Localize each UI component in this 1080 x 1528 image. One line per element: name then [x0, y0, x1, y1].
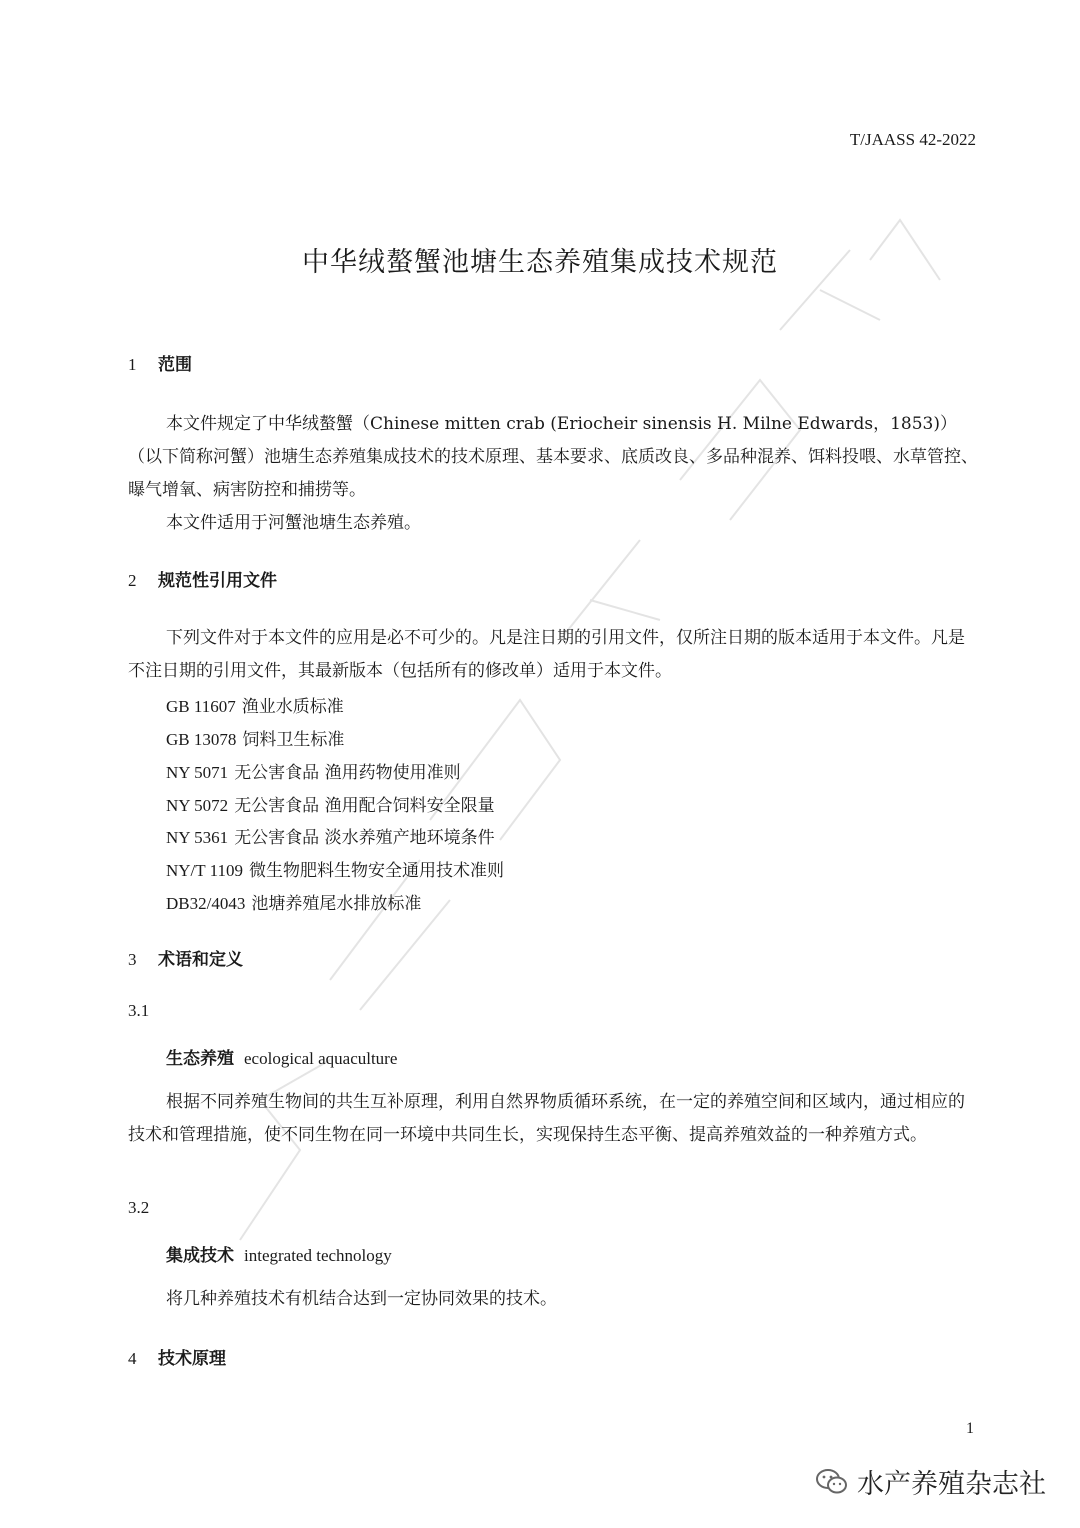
standard-code: T/JAASS 42-2022	[849, 130, 976, 149]
document-title: 中华绒螯蟹池塘生态养殖集成技术规范	[302, 247, 778, 278]
reference-name: 无公害食品 渔用配合饲料安全限量	[234, 796, 495, 816]
section-number: 2	[128, 571, 137, 590]
reference-code: NY 5072	[166, 796, 229, 815]
reference-name: 无公害食品 渔用药物使用准则	[234, 763, 461, 783]
term-en: integrated technology	[244, 1246, 392, 1265]
reference-code: NY 5361	[166, 828, 229, 847]
section-2-heading	[128, 566, 277, 591]
term-en: ecological aquaculture	[244, 1049, 398, 1068]
reference-item	[166, 791, 495, 816]
wechat-icon	[815, 1467, 849, 1497]
section-1-heading	[128, 350, 192, 375]
term-zh: 集成技术	[166, 1246, 234, 1266]
reference-code: NY/T 1109	[166, 861, 243, 880]
reference-item	[166, 725, 344, 750]
term-entry	[166, 1044, 397, 1069]
reference-code: DB32/4043	[166, 894, 246, 913]
section-number: 3	[128, 950, 137, 969]
term-zh: 生态养殖	[166, 1049, 234, 1069]
reference-item	[166, 889, 421, 914]
page-number: 1	[966, 1420, 974, 1437]
section-2-paragraph: 下列文件对于本文件的应用是必不可少的。凡是注日期的引用文件，仅所注日期的版本适用于本文件。凡是不注日期的引用文件，其最新版本（包括所有的修改单）适用于本文件。	[128, 628, 965, 681]
footer-account[interactable]	[815, 1462, 1046, 1501]
reference-code: GB 13078	[166, 730, 237, 749]
term-definition: 将几种养殖技术有机结合达到一定协同效果的技术。	[166, 1289, 557, 1309]
section-1-scope-paragraph: 本文件适用于河蟹池塘生态养殖。	[166, 513, 421, 533]
section-3-heading	[128, 945, 243, 970]
section-number: 4	[128, 1349, 137, 1368]
reference-item	[166, 823, 495, 848]
reference-name: 饲料卫生标准	[242, 730, 345, 750]
term-entry	[166, 1241, 392, 1266]
reference-name: 微生物肥料生物安全通用技术准则	[248, 861, 504, 881]
section-title: 范围	[158, 355, 192, 375]
reference-name: 无公害食品 淡水养殖产地环境条件	[234, 828, 495, 848]
term-definition: 根据不同养殖生物间的共生互补原理，利用自然界物质循环系统，在一定的养殖空间和区域内，通过相应的技术和管理措施，使不同生物在同一环境中共同生长，实现保持生态平衡、提高养殖效益的一种养殖方式。	[128, 1092, 965, 1145]
section-1-paragraph: 本文件规定了中华绒螯蟹（Chinese mitten crab (Eriocheir sinensis H. Milne Edwards，1853)）（以下简称河蟹）池塘生态养殖集成技术的技术原理、基本要求、底质改良、多品种混养、饵料投喂、水草管控、曝气增氧、病害防控和捕捞等。	[128, 414, 978, 500]
footer-account-name: 水产养殖杂志社	[857, 1469, 1046, 1500]
reference-item	[166, 758, 461, 783]
reference-code: NY 5071	[166, 763, 229, 782]
reference-name: 池塘养殖尾水排放标准	[251, 894, 422, 914]
section-title: 术语和定义	[158, 950, 243, 970]
reference-name: 渔业水质标准	[241, 697, 344, 717]
section-title: 技术原理	[158, 1349, 226, 1369]
section-4-heading	[128, 1344, 226, 1369]
section-title: 规范性引用文件	[158, 571, 277, 591]
reference-item	[166, 856, 504, 881]
term-number: 3.2	[128, 1198, 150, 1217]
section-number: 1	[128, 355, 137, 374]
reference-code: GB 11607	[166, 697, 236, 716]
reference-item	[166, 692, 344, 717]
term-number: 3.1	[128, 1001, 150, 1020]
